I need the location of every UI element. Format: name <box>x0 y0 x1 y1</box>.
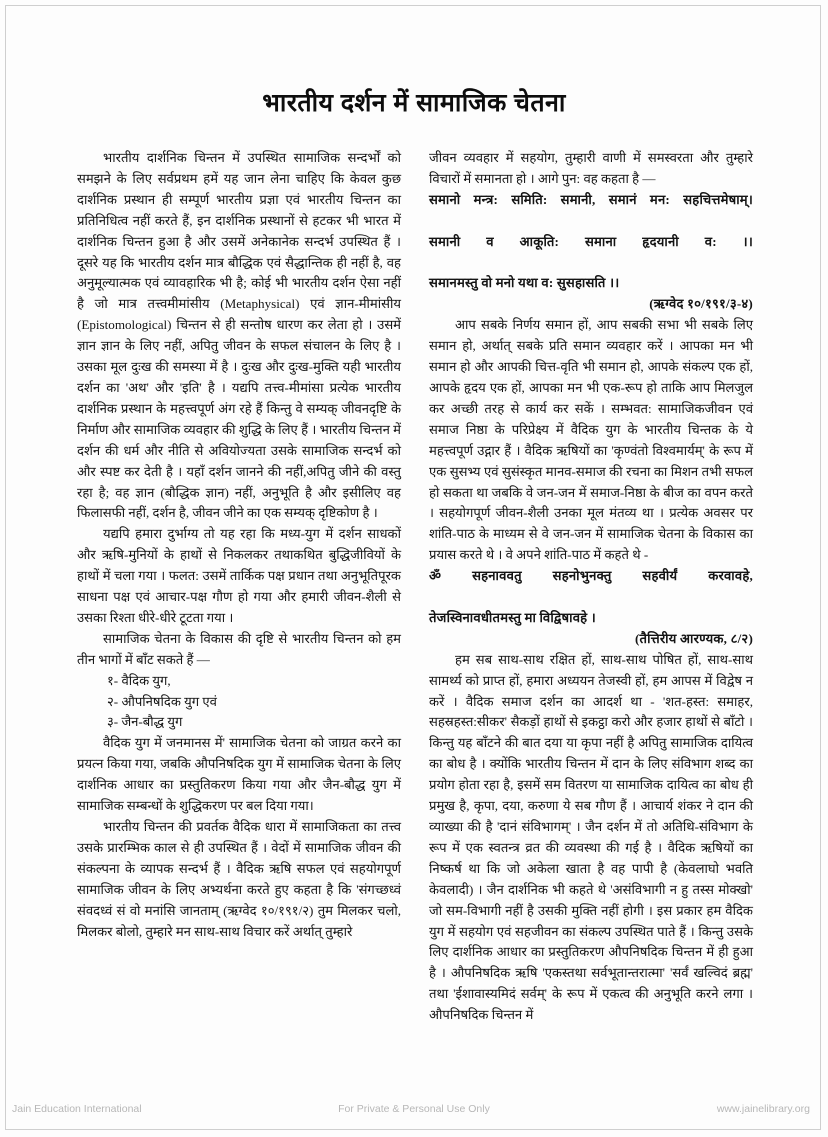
verse-citation: (तैत्तिरीय आरण्यक, ८/२) <box>634 630 753 646</box>
footer-usage-notice: For Private & Personal Use Only <box>338 1103 490 1115</box>
page-title: भारतीय दर्शन में सामाजिक चेतना <box>262 88 566 117</box>
body-paragraph: भारतीय चिन्तन की प्रवर्तक वैदिक धारा में सामाजिकता का तत्त्व उसके प्रारम्भिक काल से ही उपस्थित हैं । वेदों में सामाजिक जीवन की संकल्पना के व्यापक सन्दर्भ हैं । वैदिक ऋषि सफल एवं सहयोगपूर्ण सामाजिक जीवन के लिए अभ्यर्थना करते हुए कहता है कि 'संगच्छध्वं संवदध्वं सं वो मनांसि जानताम् (ऋग्वेद १०/१९१/२) तुम मिलकर चलो, मिलकर बोलो, तुम्हारे मन साथ-साथ विचार करें अर्थात् तुम्हारे <box>77 819 401 939</box>
body-paragraph: हम सब साथ-साथ रक्षित हों, साथ-साथ पोषित हों, साथ-साथ सामर्थ्य को प्राप्त हों, हमारा अध्ययन तेजस्वी हों, हम आपस में विद्वेष न करें । वैदिक समाज दर्शन का आदर्श था - 'शत-हस्त: समाहर, सहस्रहस्त:सीकर' सैकड़ों हाथों से इकट्ठा करो और हजार हाथों से बाँटो । किन्तु यह बाँटने की बात दया या कृपा नहीं है अपितु सामाजिक दायित्व का बोध है । क्योंकि भारतीय चिन्तन में दान के लिए संविभाग शब्द का प्रयोग होता रहा है, इसमें सम वितरण या सामाजिक दायित्व का बोध ही प्रमुख है, कृपा, दया, करुणा ये सब गौण हैं । आचार्य शंकर ने दान की व्याख्या की है 'दानं संविभागम्' । जैन दर्शन में तो अतिथि-संविभाग के रूप में एक स्वतन्त्र व्रत की व्यवस्था की गई है । वैदिक ऋषियों का निष्कर्ष था कि जो अकेला खाता है वह पापी है (केवलाघो भवति केवलादी) । जैन दार्शनिक भी कहते थे 'असंविभागी न हु तस्स मोक्खो' जो सम-विभागी नहीं है उसकी मुक्ति नहीं होगी । इस प्रकार हम वैदिक युग में सहयोग एवं सहजीवन का संकल्प उपस्थित पाते हैं । किन्तु उसके लिए दार्शनिक आधार का प्रस्तुतिकरण औपनिषदिक चिन्तन में ही हुआ है । औपनिषदिक ऋषि 'एकस्तथा सर्वभूतान्तरात्मा' 'सर्वं खल्विदं ब्रह्म' तथा 'ईशावास्यमिदं सर्वम्' के रूप में एकत्व की अनुभूति करने लगा । औपनिषदिक चिन्तन में <box>429 651 753 1023</box>
body-paragraph: सामाजिक चेतना के विकास की दृष्टि से भारतीय चिन्तन को हम तीन भागों में बाँट सकते हैं — <box>77 630 401 667</box>
right-text-column <box>429 148 753 1058</box>
body-paragraph: भारतीय दार्शनिक चिन्तन में उपस्थित सामाजिक सन्दर्भों को समझने के लिए सर्वप्रथम हमें यह जान लेना चाहिए कि केवल कुछ दार्शनिक प्रस्थान ही सम्पूर्ण भारतीय प्रज्ञा एवं भारतीय चिन्तन का प्रतिनिधित्व नहीं करते हैं, इन दार्शनिक प्रस्थानों से हटकर भी भारत में दार्शनिक चिन्तन हुआ है और उसमें अनेकानेक सन्दर्भ उपस्थित हैं । दूसरे यह कि भारतीय दर्शन मात्र बौद्धिक एवं सैद्धान्तिक ही नहीं है, वह अनुमूल्यात्मक एवं व्यावहारिक भी है; कोई भी भारतीय दर्शन ऐसा नहीं है जो मात्र तत्त्वमीमांसीय (Metaphysical) एवं ज्ञान-मीमांसीय (Epistomological) चिन्तन से ही सन्तोष धारण कर लेता हो । उसमें ज्ञान ज्ञान के लिए नहीं, अपितु जीवन के सफल संचालन के लिए है । उसका मूल दुःख की समस्या में है । दुःख और दुःख-मुक्ति यही भारतीय दर्शन का 'अथ' और 'इति' है । यद्यपि तत्त्व-मीमांसा प्रत्येक भारतीय दार्शनिक प्रस्थान के महत्त्वपूर्ण अंग रहे हैं किन्तु वे सम्यक् जीवनदृष्टि के निर्माण और सामाजिक व्यवहार की शुद्धि के लिए हैं । भारतीय चिन्तन में दर्शन की धर्म और नीति से अवियोज्यता उसके सामाजिक सन्दर्भ को और स्पष्ट कर देती है । यहाँ दर्शन जानने की नहीं,अपितु जीने की वस्तु रहा है; वह ज्ञान (बौद्धिक ज्ञान) नहीं, अनुभूति है और इसीलिए वह फिलासफी नहीं, दर्शन है, जीवन जीने का एक सम्यक् दृष्टिकोण है । <box>77 150 401 521</box>
verse-line: तेजस्विनावधीतमस्तु मा विद्विषावहे । <box>429 609 596 625</box>
body-paragraph: जीवन व्यवहार में सहयोग, तुम्हारी वाणी में समस्वरता और तुम्हारे विचारों में समानता हो । आगे पुन: वह कहता है — <box>429 150 753 186</box>
list-item: ३- जैन-बौद्ध युग <box>107 714 183 730</box>
list-item: १- वैदिक युग, <box>107 672 171 688</box>
sanskrit-verse-block <box>429 566 753 650</box>
two-column-body <box>77 148 753 1058</box>
footer-website-link[interactable]: www.jainelibrary.org <box>716 1103 810 1115</box>
verse-line: ॐ सहनाववतु सहनोभुनक्तु सहवीर्यं करवावहे, <box>429 568 753 584</box>
verse-line: समानमस्तु वो मनो यथा व: सुसहासति ।। <box>429 275 620 291</box>
footer-publisher: Jain Education International <box>12 1103 142 1115</box>
verse-line: समानी व आकूति: समाना हृदयानी व: ।। <box>429 233 753 249</box>
verse-citation: (ऋग्वेद १०/१९१/३-४) <box>649 296 753 312</box>
page-footer <box>0 1100 828 1122</box>
left-text-column <box>77 148 401 1058</box>
list-item: २- औपनिषदिक युग एवं <box>107 693 217 709</box>
numbered-list <box>77 671 401 734</box>
body-paragraph: आप सबके निर्णय समान हों, आप सबकी सभा भी सबके लिए समान हो, अर्थात् सबके प्रति समान व्यवहार करें । आपका मन भी समान हो और आपकी चित्त-वृति भी समान हो, आपके संकल्प एक हों, आपके हृदय एक हों, आपका मन भी एक-रूप हो ताकि आप मिलजुल कर अच्छी तरह से कार्य कर सकें । सम्भवत: सामाजिकजीवन एवं समाज निष्ठा के परिप्रेक्ष्य में वैदिक युग के भारतीय चिन्तक के ये महत्त्वपूर्ण उद्गार हैं । वैदिक ऋषियों का 'कृण्वंतो विश्वमार्यम्' के रूप में एक सुसभ्य एवं सुसंस्कृत मानव-समाज की रचना का मिशन तभी सफल हो सकता था जबकि वे जन-जन में समाज-निष्ठा के बीज का वपन करते । सहयोगपूर्ण जीवन-शैली उनका मूल मंतव्य था । प्रत्येक अवसर पर शांति-पाठ के माध्यम से वे जन-जन में सामाजिक चेतना के विकास का प्रयास करते थे । वे अपने शांति-पाठ में कहते थे - <box>429 317 753 563</box>
body-paragraph: यद्यपि हमारा दुर्भाग्य तो यह रहा कि मध्य-युग में दर्शन साधकों और ऋषि-मुनियों के हाथों से निकलकर तथाकथित बुद्धिजीवियों के हाथों में चला गया । फलत: उसमें तार्किक पक्ष प्रधान तथा अनुभूतिपूरक साधना पक्ष एवं आचार-पक्ष गौण हो गया और हमारी जीवन-शैली से उसका रिश्ता धीरे-धीरे टूटता गया । <box>77 526 401 625</box>
verse-line: समानो मन्त्र: समिति: समानी, समानं मन: सहचित्तमेषाम्। <box>429 191 753 207</box>
sanskrit-verse-block <box>429 190 753 315</box>
body-paragraph: वैदिक युग में जनमानस में' सामाजिक चेतना को जाग्रत करने का प्रयत्न किया गया, जबकि औपनिषदिक युग में सामाजिक चेतना के लिए दार्शनिक आधार का प्रस्तुतिकरण किया गया और जैन-बौद्ध युग में सामाजिक सम्बन्धों के शुद्धिकरण पर बल दिया गया। <box>77 735 401 814</box>
